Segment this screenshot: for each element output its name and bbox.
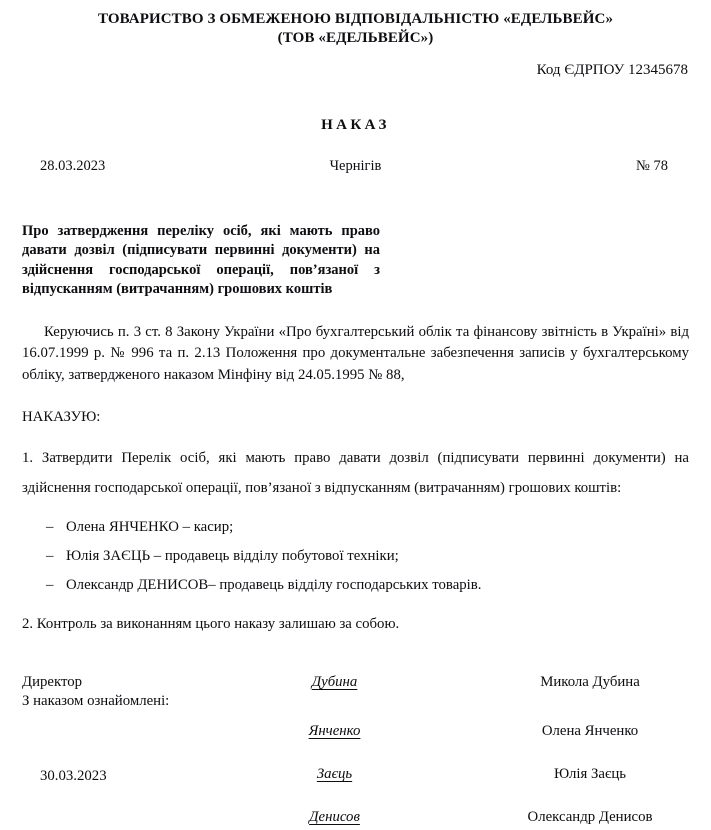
- dash-bullet-icon: –: [46, 577, 54, 594]
- organization-name-short: (ТОВ «ЕДЕЛЬВЕЙС»): [277, 30, 434, 46]
- authorized-persons-list: [22, 503, 689, 600]
- organization-name-full: ТОВАРИСТВО З ОБМЕЖЕНОЮ ВІДПОВІДАЛЬНІСТЮ «ЕДЕЛЬВЕЙС»: [97, 11, 614, 27]
- order-keyword: НАКАЗУЮ:: [22, 409, 101, 426]
- person-description: Юлія ЗАЄЦЬ – продавець відділу побутової техніки;: [66, 548, 399, 565]
- clause-1: 1. Затвердити Перелік осіб, які мають право давати дозвіл (підписувати первинні документи) на здійснення господарської операції, пов’язаної з відпусканням (витрачанням) грошових коштів:: [22, 450, 689, 497]
- document-type-heading: НАКАЗ: [321, 117, 390, 133]
- signature-row-acknowledger-3: [22, 809, 689, 830]
- document-number: № 78: [636, 158, 668, 174]
- director-full-name: Микола Дубина: [540, 674, 640, 691]
- acknowledger-full-name: Олександр Денисов: [527, 809, 653, 826]
- acknowledger-signature-mark: Денисов: [309, 809, 360, 826]
- organization-title: [22, 0, 689, 48]
- document-date: 28.03.2023: [40, 158, 106, 174]
- list-item: [22, 513, 689, 542]
- signature-row-acknowledger-2: [22, 766, 689, 787]
- document-subject: Про затвердження переліку осіб, які мають право давати дозвіл (підписувати первинні документи) на здійснення господарської операції, пов’язаної з відпусканням (витрачанням) грошових коштів: [22, 223, 380, 298]
- acknowledger-full-name: Олена Янченко: [541, 723, 639, 740]
- registry-code: Код ЄДРПОУ 12345678: [536, 62, 688, 78]
- footer-date: 30.03.2023: [40, 768, 107, 784]
- document-place: Чернігів: [329, 158, 382, 174]
- person-description: Олена ЯНЧЕНКО – касир;: [66, 519, 234, 536]
- acknowledger-signature-mark: Янченко: [308, 723, 361, 740]
- signature-area: [22, 634, 689, 830]
- dash-bullet-icon: –: [46, 548, 54, 565]
- document-meta-row: [22, 134, 689, 180]
- clause-2: 2. Контроль за виконанням цього наказу залишаю за собою.: [22, 616, 400, 633]
- signature-row-acknowledger-1: [22, 723, 689, 744]
- person-description: Олександр ДЕНИСОВ– продавець відділу господарських товарів.: [66, 577, 482, 594]
- list-item: [22, 542, 689, 571]
- director-signature-mark: Дубина: [311, 674, 358, 691]
- director-role-label: Директор: [22, 674, 83, 691]
- signature-row-director: [22, 674, 689, 710]
- acknowledger-signature-mark: Заєць: [316, 766, 353, 783]
- dash-bullet-icon: –: [46, 519, 54, 536]
- list-item: [22, 571, 689, 600]
- acknowledger-full-name: Юлія Заєць: [553, 766, 626, 783]
- document-preamble: Керуючись п. 3 ст. 8 Закону України «Про бухгалтерський облік та фінансову звітність в Україні» від 16.07.1999 р. № 996 та п. 2.13 Положення про документальне забезпечення записів у бухгалтерському обліку, затвердженого наказом Мінфіну від 24.05.1995 № 88,: [22, 323, 689, 383]
- acknowledgement-label: З наказом ознайомлені:: [22, 693, 170, 710]
